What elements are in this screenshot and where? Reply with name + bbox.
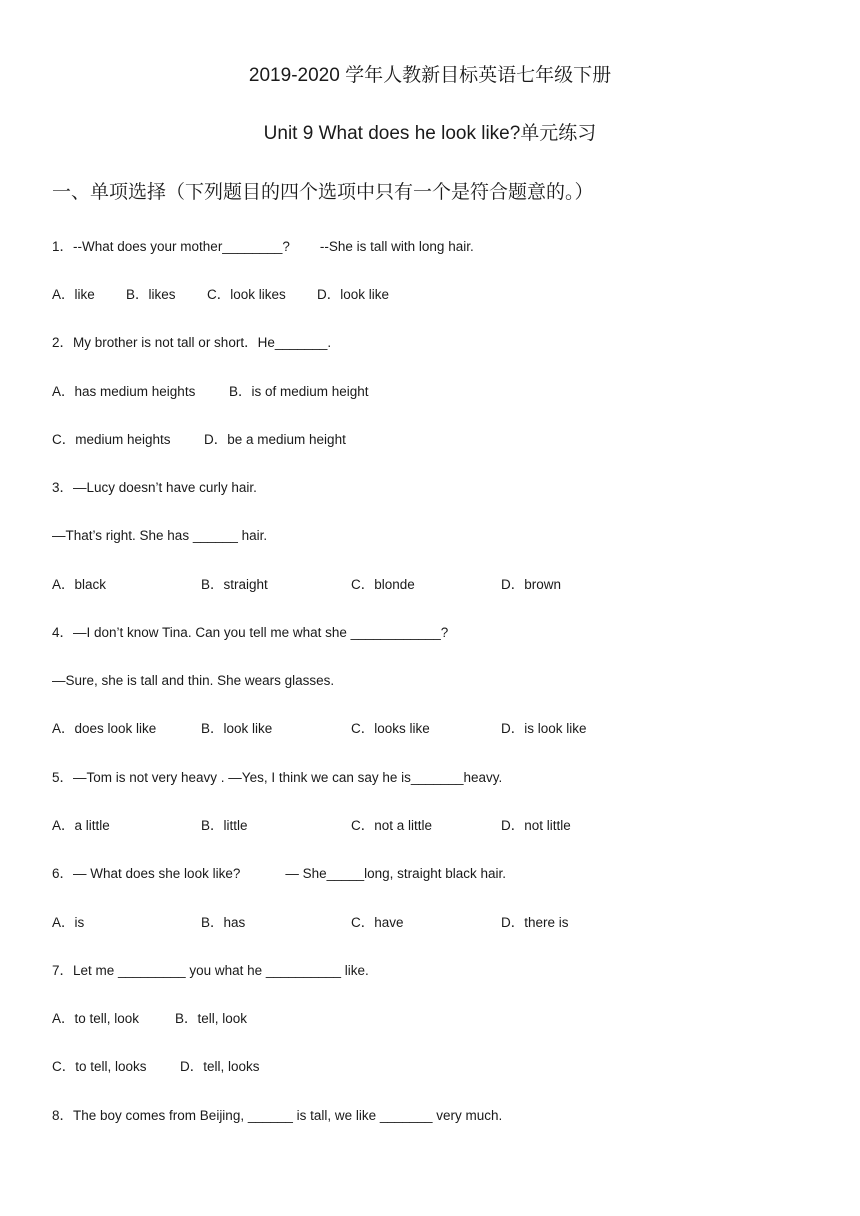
question-3-option-c[interactable]: C．blonde <box>351 577 415 592</box>
question-4-stem: 4．—I don’t know Tina. Can you tell me what she ____________? <box>52 625 449 640</box>
question-4-option-d[interactable]: D．is look like <box>501 721 587 736</box>
question-6-option-d[interactable]: D．there is <box>501 915 569 930</box>
question-1-stem: 1．--What does your mother________? --She is tall with long hair. <box>52 239 474 254</box>
question-7-option-b[interactable]: B．tell, look <box>175 1011 248 1026</box>
question-1-option-a[interactable]: A．like <box>52 287 95 302</box>
question-2-option-a[interactable]: A．has medium heights <box>52 384 196 399</box>
question-2-option-d[interactable]: D．be a medium height <box>204 432 346 447</box>
question-6-option-b[interactable]: B．has <box>201 915 246 930</box>
question-7-option-d[interactable]: D．tell, looks <box>180 1059 260 1074</box>
question-1-option-c[interactable]: C．look likes <box>207 287 286 302</box>
question-3-stem-line-2: —That’s right. She has ______ hair. <box>52 528 268 543</box>
question-6-option-c[interactable]: C．have <box>351 915 404 930</box>
question-8-stem: 8．The boy comes from Beijing, ______ is tall, we like _______ very much. <box>52 1108 503 1123</box>
section-heading: 一、单项选择（下列题目的四个选项中只有一个是符合题意的。） <box>52 182 594 203</box>
question-4-option-a[interactable]: A．does look like <box>52 721 157 736</box>
question-3-stem: 3．—Lucy doesn’t have curly hair. <box>52 480 257 495</box>
question-5-option-a[interactable]: A．a little <box>52 818 110 833</box>
question-6-stem: 6．— What does she look like? — She_____long, straight black hair. <box>52 866 506 881</box>
question-7-option-c[interactable]: C．to tell, looks <box>52 1059 147 1074</box>
question-7-stem: 7．Let me _________ you what he __________ like. <box>52 963 369 978</box>
question-1-option-b[interactable]: B．likes <box>126 287 176 302</box>
question-2-stem: 2．My brother is not tall or short．He_______. <box>52 335 332 350</box>
document-title: 2019-2020 学年人教新目标英语七年级下册 <box>248 65 612 86</box>
question-1-option-d[interactable]: D．look like <box>317 287 390 302</box>
question-6-option-a[interactable]: A．is <box>52 915 85 930</box>
question-5-option-d[interactable]: D．not little <box>501 818 571 833</box>
question-2-option-b[interactable]: B．is of medium height <box>229 384 369 399</box>
question-7-option-a[interactable]: A．to tell, look <box>52 1011 140 1026</box>
question-2-option-c[interactable]: C．medium heights <box>52 432 171 447</box>
question-4-stem-line-2: —Sure, she is tall and thin. She wears glasses. <box>52 673 335 688</box>
document-subtitle: Unit 9 What does he look like?单元练习 <box>263 123 597 144</box>
question-4-option-c[interactable]: C．looks like <box>351 721 430 736</box>
question-4-option-b[interactable]: B．look like <box>201 721 273 736</box>
question-5-option-c[interactable]: C．not a little <box>351 818 433 833</box>
question-3-option-a[interactable]: A．black <box>52 577 107 592</box>
question-3-option-d[interactable]: D．brown <box>501 577 562 592</box>
question-3-option-b[interactable]: B．straight <box>201 577 268 592</box>
question-5-stem: 5．—Tom is not very heavy . —Yes, I think we can say he is_______heavy. <box>52 770 503 785</box>
question-5-option-b[interactable]: B．little <box>201 818 248 833</box>
